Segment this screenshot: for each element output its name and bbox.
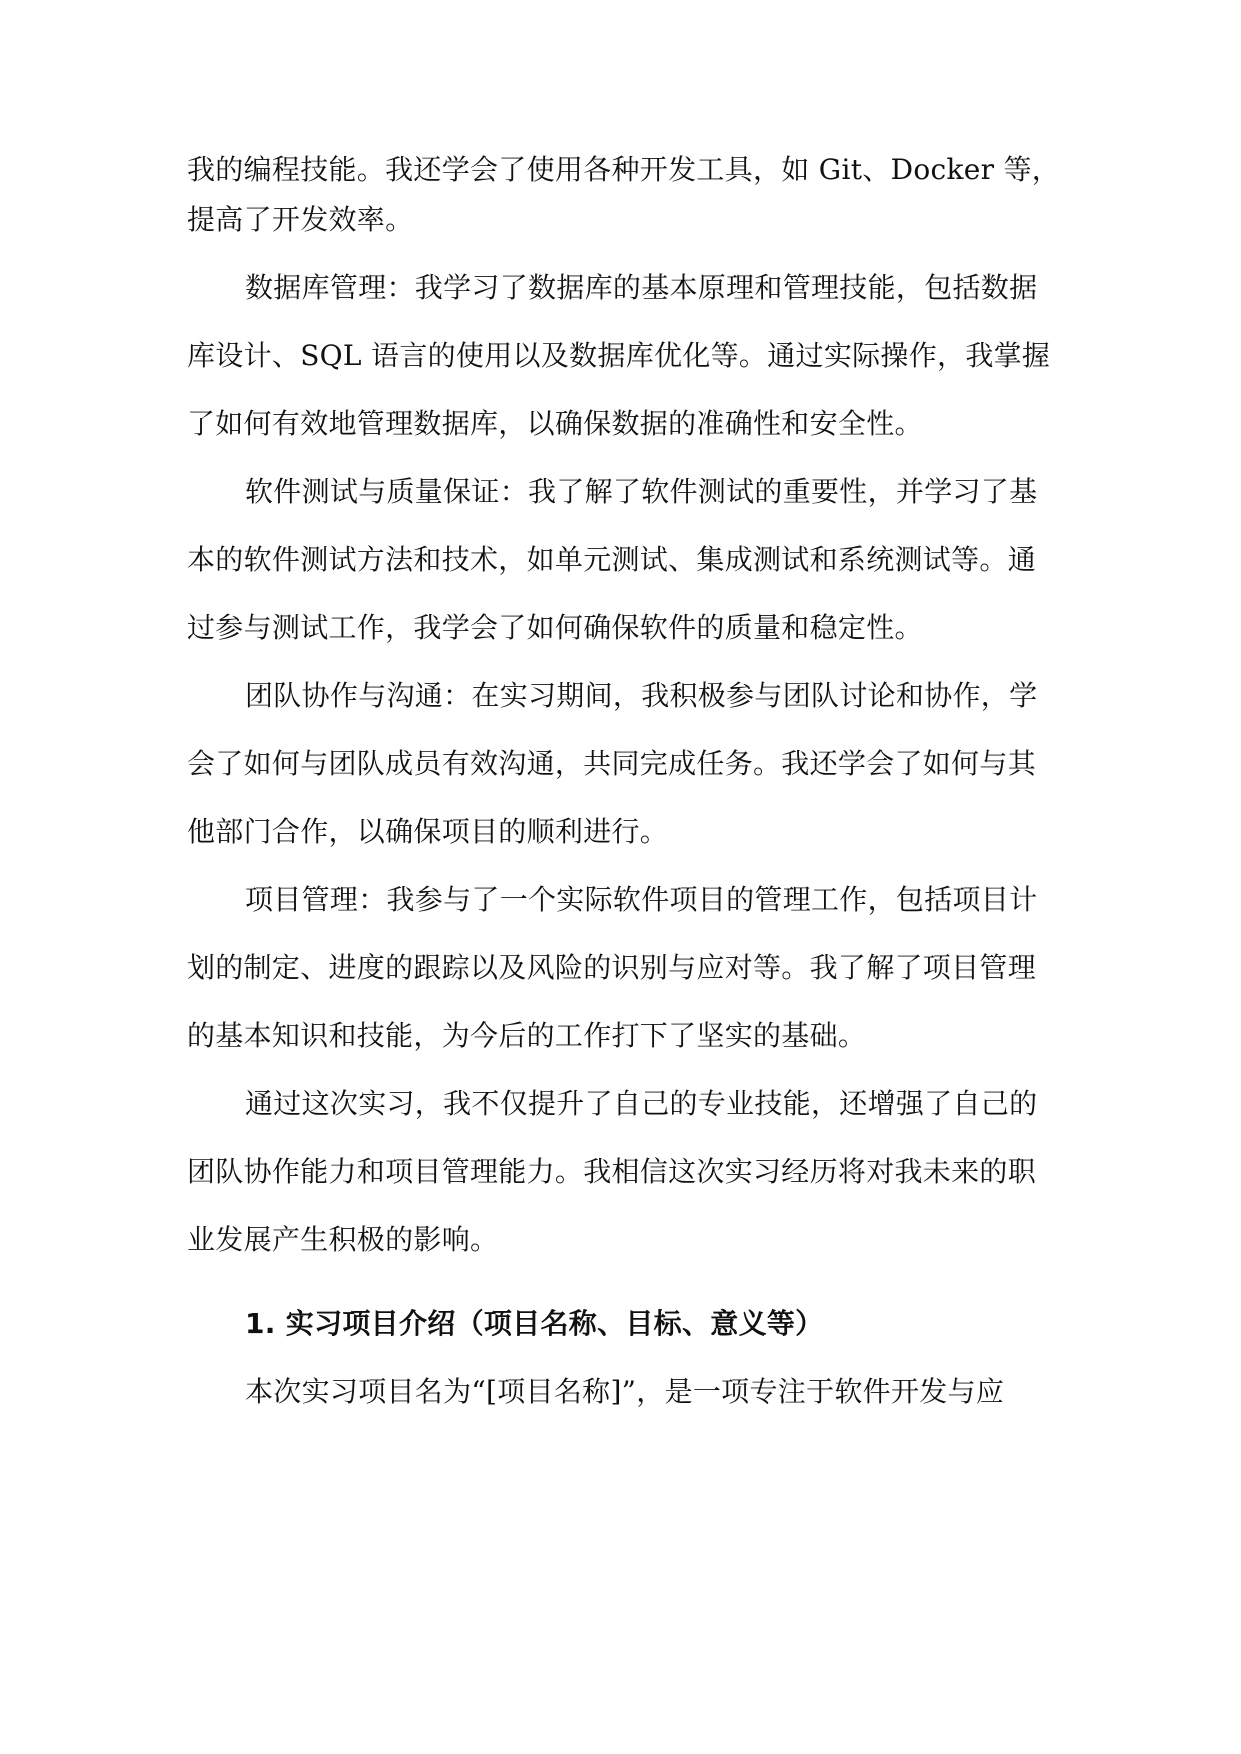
text-line: 过参与测试工作，我学会了如何确保软件的质量和稳定性。 xyxy=(187,611,923,644)
text-line: 会了如何与团队成员有效沟通，共同完成任务。我还学会了如何与其 xyxy=(187,747,1037,780)
paragraph-start-conclusion: 通过这次实习，我不仅提升了自己的专业技能，还增强了自己的 xyxy=(245,1087,1038,1120)
paragraph-start-database: 数据库管理：我学习了数据库的基本原理和管理技能，包括数据 xyxy=(245,271,1038,304)
text-line: 团队协作能力和项目管理能力。我相信这次实习经历将对我未来的职 xyxy=(187,1155,1037,1188)
paragraph-start-project-intro: 本次实习项目名为“[项目名称]”，是一项专注于软件开发与应 xyxy=(245,1375,1005,1408)
text-line: 他部门合作，以确保项目的顺利进行。 xyxy=(187,815,669,848)
text-line: 业发展产生积极的影响。 xyxy=(187,1223,499,1256)
text-line: 库设计、SQL 语言的使用以及数据库优化等。通过实际操作，我掌握 xyxy=(187,339,1051,372)
text-line: 提高了开发效率。 xyxy=(187,203,414,236)
text-line: 划的制定、进度的跟踪以及风险的识别与应对等。我了解了项目管理 xyxy=(187,951,1037,984)
paragraph-start-teamwork: 团队协作与沟通：在实习期间，我积极参与团队讨论和协作，学 xyxy=(245,679,1038,712)
paragraph-start-project-management: 项目管理：我参与了一个实际软件项目的管理工作，包括项目计 xyxy=(245,883,1038,916)
paragraph-start-testing: 软件测试与质量保证：我了解了软件测试的重要性，并学习了基 xyxy=(245,475,1038,508)
section-heading: 1. 实习项目介绍（项目名称、目标、意义等） xyxy=(245,1307,824,1340)
text-line: 了如何有效地管理数据库，以确保数据的准确性和安全性。 xyxy=(187,407,923,440)
text-line: 的基本知识和技能，为今后的工作打下了坚实的基础。 xyxy=(187,1019,867,1052)
text-line: 本的软件测试方法和技术，如单元测试、集成测试和系统测试等。通 xyxy=(187,543,1037,576)
text-line: 我的编程技能。我还学会了使用各种开发工具，如 Git、Docker 等， xyxy=(187,153,1061,186)
